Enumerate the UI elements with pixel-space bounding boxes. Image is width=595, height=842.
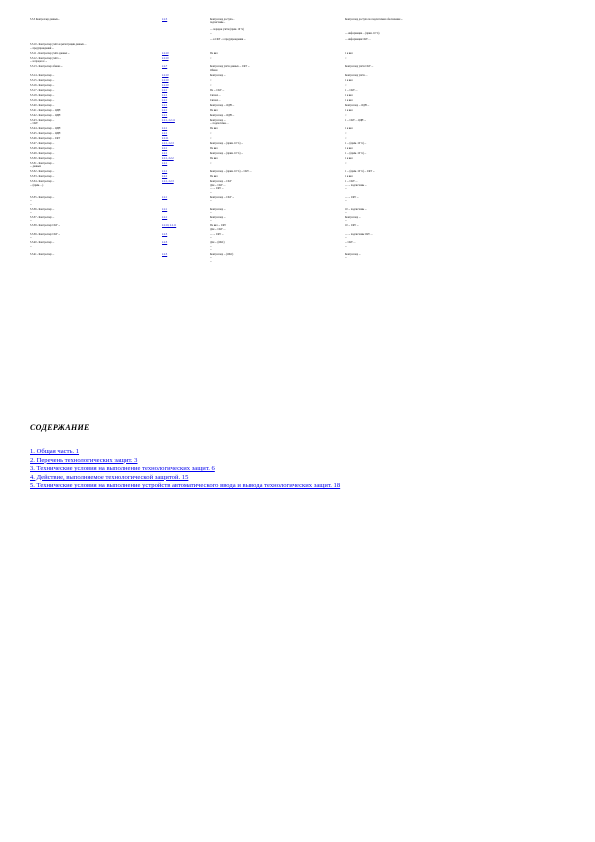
table-row [30, 170, 570, 173]
table-row [30, 84, 570, 87]
action-cell: 1 к вкл [345, 78, 353, 82]
requirement-cell: 3.3.37 - Контроллер ... ... [30, 215, 55, 223]
reference-link[interactable]: 2.2.10 [162, 83, 169, 87]
condition-cell: Контроллер ... ... [210, 207, 226, 214]
requirement-cell: 3.3.18 - Контроллер ... [30, 93, 55, 97]
table-row [30, 147, 570, 150]
requirement-cell: 3.3.32 - Контроллер ... [30, 170, 55, 174]
reference-link[interactable]: 2.2.1 [162, 103, 168, 107]
condition-cell: По вкл [210, 175, 218, 179]
table-of-contents [30, 423, 570, 491]
reference-link[interactable]: 2.2.1 [162, 175, 168, 179]
reference-link[interactable]: 2.2.10 [162, 56, 169, 60]
requirement-cell: 3.3.25 - Контроллер ... ОДН [30, 132, 61, 136]
condition-cell: Сигнал ... [210, 98, 221, 102]
action-cell: ... СКУ ... ... [345, 241, 356, 248]
condition-cell: ~ [210, 137, 212, 141]
requirement-cell: 3.3.12 - Контроллер учёта ... ... в процессе ... [30, 56, 62, 64]
action-cell: ~ [345, 113, 347, 117]
reference-link[interactable]: 2.2.1 [162, 162, 168, 166]
requirement-cell: 3.3.10 - Контроллер учёта и регистрации данных ... ... предупреждений ... [30, 43, 87, 50]
reference-link[interactable]: 2.2.1 [162, 113, 168, 117]
requirement-cell: 3.3.41 - Контроллер ... [30, 252, 55, 256]
reference-link[interactable]: 2.2.1 [162, 207, 168, 211]
table-row [30, 57, 570, 64]
condition-cell: Контроллер ... (ОКС) ... ... [210, 252, 234, 263]
action-cell: ~ [345, 56, 347, 60]
requirement-cell: 3.3.20 - Контроллер ... [30, 103, 55, 107]
requirement-cell: 3.3.11 - Контроллер учёта данных ... [30, 51, 70, 55]
action-cell: 10 ... подсистемы ... ... [345, 207, 367, 214]
table-row [30, 216, 570, 223]
condition-cell: Контроллер ... ... подсистемы ... [210, 118, 229, 126]
requirement-cell: 3.3.27 - Контроллер ... [30, 142, 55, 146]
action-cell: Контроллер ... ОДН ... [345, 103, 370, 107]
toc-title: СОДЕРЖАНИЕ [30, 423, 90, 432]
action-cell: Контроллер ... ... [345, 252, 361, 260]
toc-link-general[interactable]: 1. Общая часть. 1 [30, 448, 80, 455]
reference-link[interactable]: 2.2.1, 2.2.2 [162, 157, 174, 161]
toc-link-protection-actions[interactable]: 4. Действие, выполняемое технологической защитой. 15 [30, 473, 189, 481]
action-cell: 1 к вкл [345, 127, 353, 131]
table-row [30, 137, 570, 140]
requirement-cell: 3.3.15 - Контроллер ... [30, 78, 55, 82]
condition-cell: По вкл [210, 127, 218, 131]
reference-link[interactable]: 2.2.10 [162, 78, 169, 82]
requirement-cell: 3.3.5 Контроллер данных... [30, 18, 60, 21]
requirement-cell: 3.3.14 - Контроллер ... [30, 73, 55, 77]
table-row [30, 162, 570, 169]
reference-link[interactable]: 2.2.1 [162, 215, 168, 219]
action-cell: 1 к вкл [345, 93, 353, 97]
table-row [30, 79, 570, 82]
action-cell: 10 ... СКУ ... [345, 224, 359, 228]
requirements-table [30, 18, 570, 265]
action-cell: 1 к вкл [345, 108, 353, 112]
reference-link[interactable]: 2.2.1 [162, 88, 168, 92]
reference-link[interactable]: 2.2.1 [162, 108, 168, 112]
table-row [30, 43, 570, 50]
table-row [30, 89, 570, 92]
action-cell: — ... подсистемы СКУ ... ... [345, 232, 373, 240]
table-row [30, 65, 570, 72]
requirement-cell: 3.3.17 - Контроллер ... [30, 88, 55, 92]
action-cell: ~ [345, 132, 347, 136]
toc-link-auto-input-output[interactable]: 5. Технические условия на выполнение устройств автоматического ввода и вывода технологических защит. 18 [30, 482, 341, 490]
requirement-cell: 3.3.16 - Контроллер ... [30, 83, 55, 87]
action-cell: ~ [345, 162, 347, 166]
requirement-cell: 3.3.28 - Контроллер ... [30, 147, 55, 151]
condition-cell: ~ [210, 132, 212, 136]
toc-link-protections-list[interactable]: 2. Перечень технологических защит. 3 [30, 456, 138, 464]
condition-cell: Контроллер ... (прим. 10 %) ... СКУ ... [210, 170, 252, 174]
action-cell: ~ [345, 137, 347, 141]
action-cell: 1 к вкл [345, 157, 353, 161]
condition-cell: — ... СКУ ... ... [210, 232, 224, 240]
action-cell: Контроллер учёта СКУ ... [345, 65, 374, 69]
action-cell: — ... СКУ ... ... [345, 195, 359, 203]
table-row [30, 152, 570, 155]
reference-link[interactable]: 2.2.1 [162, 152, 168, 156]
requirement-cell: 3.3.33 - Контроллер ... [30, 175, 55, 179]
requirement-cell: 3.3.39 - Контроллер СКУ ... ... [30, 232, 61, 240]
reference-link[interactable]: 2.2.3 [162, 252, 168, 256]
reference-link[interactable]: 2.2.10 [162, 51, 169, 55]
reference-link[interactable]: 2.2.1 [162, 147, 168, 151]
reference-link[interactable]: 2.2.7 [162, 65, 168, 69]
condition-cell: Контроллер ... ... [210, 215, 226, 223]
requirement-cell: 3.3.19 - Контроллер ... [30, 98, 55, 102]
condition-cell: Сигнал ... [210, 93, 221, 97]
table-row [30, 196, 570, 206]
condition-cell: По вкл ... СКУ Для ... СКУ ... [210, 224, 227, 231]
table-row [30, 109, 570, 112]
table-row [30, 253, 570, 263]
reference-link[interactable]: 2.2.1 [162, 127, 168, 131]
condition-cell: Контроллер ... ОДН ... [210, 113, 235, 117]
table-row [30, 52, 570, 55]
action-cell: Контроллер учёта ... [345, 73, 368, 77]
requirement-cell: 3.3.26 - Контроллер ... СКУ [30, 137, 61, 141]
toc-link-technical-conditions[interactable]: 3. Технические условия на выполнение технологических защит. 6 [30, 465, 215, 473]
action-cell: Контроллер доступа по подсистемам обеспечения ... — информация ... (прим. 10 %) — информация СКУ ... [345, 18, 403, 42]
action-cell: 1 ... (прим. 10 %) ... [345, 152, 367, 156]
condition-cell: По вкл [210, 157, 218, 161]
table-row [30, 180, 570, 194]
condition-cell: По вкл [210, 108, 218, 112]
table-row [30, 208, 570, 215]
table-row [30, 104, 570, 107]
table-row [30, 132, 570, 135]
action-cell: ~ [345, 83, 347, 87]
action-cell: 1 к вкл [345, 98, 353, 102]
reference-link[interactable]: 2.2.1 [162, 93, 168, 97]
requirement-cell: 3.3.29 - Контроллер ... [30, 152, 55, 156]
action-cell: 1 к вкл [345, 175, 353, 179]
requirement-cell: 3.3.13 - Контроллер обмена ... [30, 65, 63, 69]
condition-cell: ~ [210, 56, 212, 60]
reference-link[interactable]: 2.2.10, 2.2.11 [162, 224, 177, 228]
table-row [30, 94, 570, 97]
action-cell: 1 ... СКУ ... [345, 88, 358, 92]
reference-link[interactable]: 2.2.1, 2.2.3 [162, 180, 174, 184]
condition-cell: ~ [210, 78, 212, 82]
action-cell: 1 ... СКУ ... — ... подсистемы ... ... [345, 180, 367, 191]
condition-cell: Контроллер ... ОДН ... [210, 103, 235, 107]
condition-cell: Контроллер ... [210, 73, 226, 77]
requirement-cell: 3.3.36 - Контроллер ... ... [30, 207, 55, 214]
condition-cell: ~ [210, 162, 212, 166]
table-row [30, 119, 570, 126]
requirement-cell: 3.3.23 - Контроллер ... ... СКУ [30, 118, 55, 126]
condition-cell: ~ [210, 83, 212, 87]
reference-link[interactable]: 2.2.1 [162, 195, 168, 199]
table-row [30, 74, 570, 77]
requirement-cell: 3.3.40 - Контроллер ... ... [30, 241, 55, 248]
requirement-cell: 3.3.35 - Контроллер ... ... ... [30, 195, 55, 206]
reference-link[interactable]: 2.2.1, 2.2.11 [162, 118, 175, 122]
reference-link[interactable]: 2.2.1 [162, 98, 168, 102]
condition-cell: Для ... (ОКС) ... ... [210, 241, 225, 251]
reference-link[interactable]: 2.2.3 [162, 232, 168, 236]
table-row [30, 175, 570, 178]
condition-cell: Контроллер ... (прим. 10 %) ... [210, 152, 244, 156]
action-cell: 1 ... СКУ ... ОДН ... [345, 118, 367, 122]
table-row [30, 241, 570, 251]
table-row [30, 142, 570, 145]
action-cell: 1 к вкл [345, 51, 353, 55]
condition-cell: Контроллер учёта данных ... СКУ ... Обмен [210, 65, 250, 72]
reference-link[interactable]: 2.2.10 [162, 73, 169, 77]
table-row [30, 114, 570, 117]
table-row [30, 233, 570, 240]
condition-cell: Контроллер ... (прим. 10 %) ... [210, 142, 244, 146]
reference-link[interactable]: 2.2.3 [162, 18, 168, 21]
condition-cell: По вкл [210, 147, 218, 151]
action-cell: Контроллер ... ... [345, 215, 361, 223]
condition-cell: Контроллер ... СКУ Для ... СКУ ... — ... СКУ ... ... [210, 180, 232, 194]
condition-cell: По вкл [210, 51, 218, 55]
reference-link[interactable]: 2.2.1 [162, 132, 168, 136]
action-cell: 1 ... (прим. 10 %) ... СКУ ... [345, 170, 375, 174]
reference-link[interactable]: 2.2.3 [162, 241, 168, 245]
requirement-cell: 3.3.31 - Контроллер ... ... данных [30, 162, 55, 169]
table-row [30, 224, 570, 231]
requirement-cell: 3.3.38 - Контроллер СКУ ... [30, 224, 61, 228]
reference-link[interactable]: 2.2.11 [162, 137, 169, 141]
requirement-cell: 3.3.34 - Контроллер ... ... (прим. ...) [30, 180, 55, 187]
condition-cell: Контроллер ... СКУ ... ... [210, 195, 235, 203]
reference-link[interactable]: 2.2.1 [162, 170, 168, 174]
requirement-cell: 3.3.21 - Контроллер ... ОДН [30, 108, 61, 112]
table-row [30, 99, 570, 102]
action-cell: 1 ... (прим. 10 %) ... [345, 142, 367, 146]
table-row [30, 18, 570, 42]
action-cell: 1 к вкл [345, 147, 353, 151]
table-row [30, 157, 570, 160]
requirement-cell: 3.3.22 - Контроллер ... ОДН [30, 113, 61, 117]
condition-cell: По ... СКУ ... [210, 88, 225, 92]
reference-link[interactable]: 2.2.1, 2.2.3 [162, 142, 174, 146]
requirement-cell: 3.3.30 - Контроллер ... [30, 157, 55, 161]
table-row [30, 127, 570, 130]
requirement-cell: 3.3.24 - Контроллер ... ОДН [30, 127, 61, 131]
condition-cell: Контроллер доступа... подсистемы... — порядок учёта (прим. 10 %) ... — в СКУ - о предупреждении ... [210, 18, 246, 42]
